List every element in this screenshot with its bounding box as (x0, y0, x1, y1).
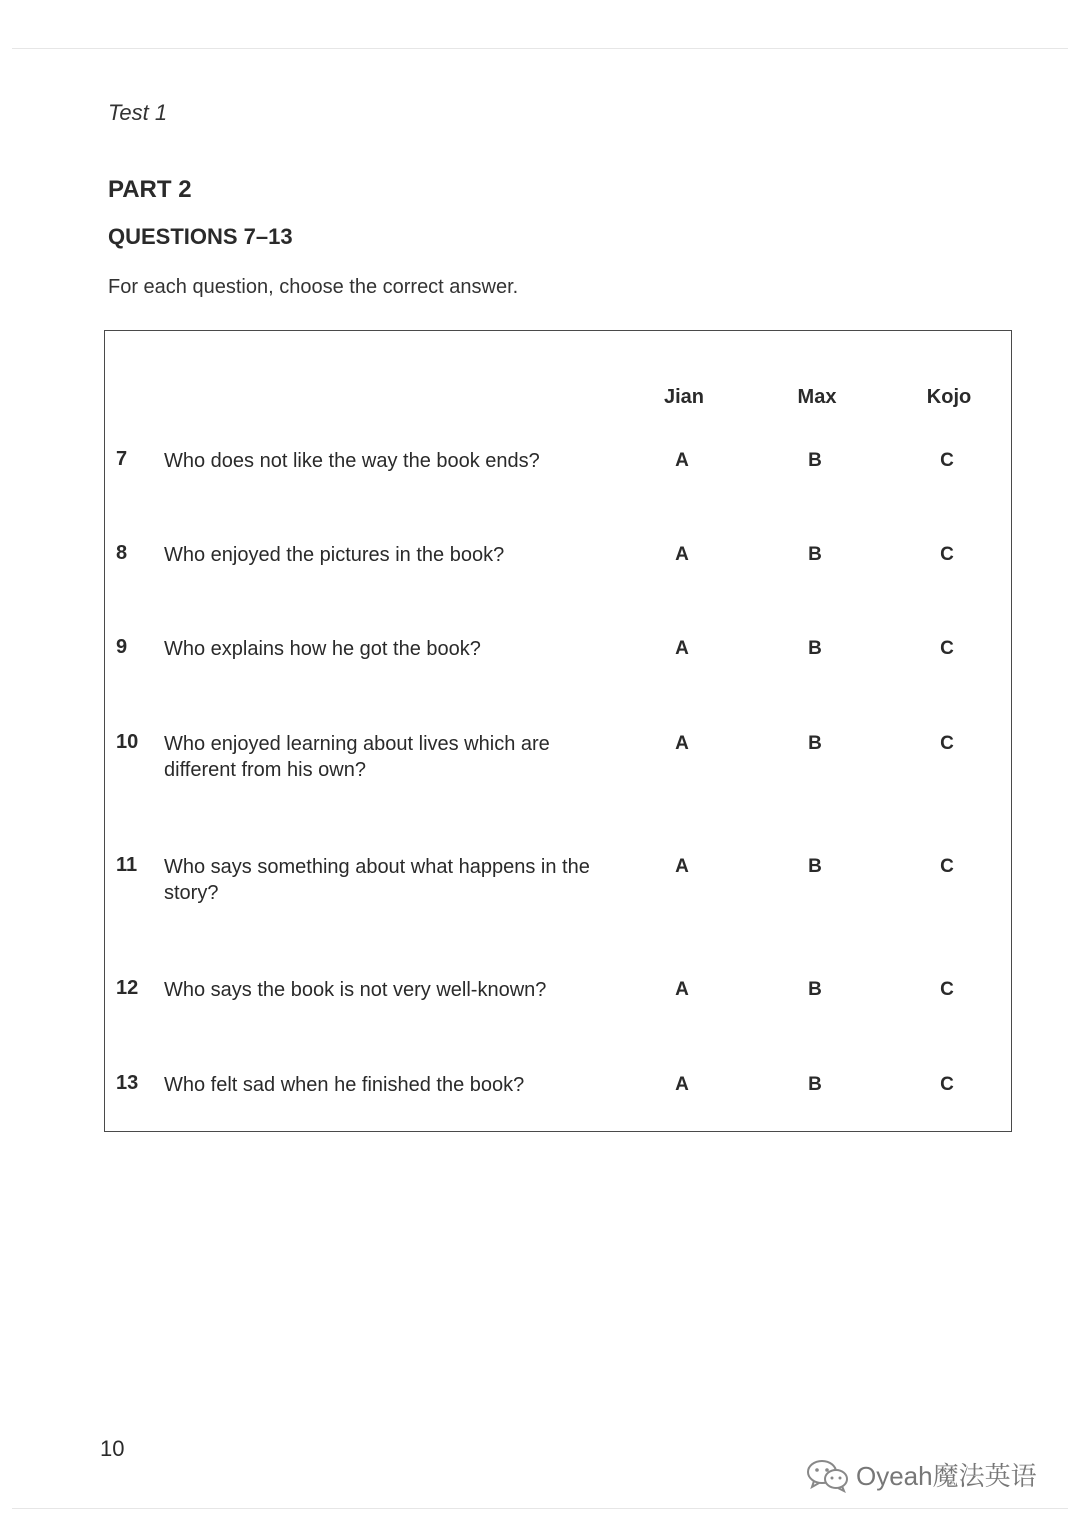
option-a[interactable]: A (675, 733, 689, 754)
question-number: 9 (116, 636, 128, 658)
option-b[interactable]: B (808, 450, 822, 471)
option-b[interactable]: B (808, 1074, 822, 1095)
option-c[interactable]: C (940, 979, 954, 1000)
column-header-kojo: Kojo (926, 386, 972, 408)
option-a[interactable]: A (675, 544, 689, 565)
option-b[interactable]: B (808, 733, 822, 754)
page-number: 10 (100, 1436, 125, 1461)
column-header-jian: Jian (663, 386, 705, 408)
wechat-icon (806, 1457, 850, 1493)
question-number: 7 (116, 448, 128, 470)
option-c[interactable]: C (940, 450, 954, 471)
top-divider (12, 48, 1068, 49)
questions-range-heading: QUESTIONS 7–13 (108, 224, 293, 249)
option-a[interactable]: A (675, 450, 689, 471)
column-header-max: Max (797, 386, 837, 408)
option-c[interactable]: C (940, 638, 954, 659)
option-a[interactable]: A (675, 979, 689, 1000)
option-a[interactable]: A (675, 1074, 689, 1095)
question-text: Who says something about what happens in the story? (164, 856, 590, 904)
question-number: 8 (116, 542, 128, 564)
option-c[interactable]: C (940, 733, 954, 754)
part-title: PART 2 (108, 176, 192, 203)
question-number: 11 (116, 854, 138, 876)
question-text: Who felt sad when he finished the book? (164, 1074, 525, 1096)
option-c[interactable]: C (940, 1074, 954, 1095)
option-b[interactable]: B (808, 638, 822, 659)
question-text: Who does not like the way the book ends? (164, 450, 540, 472)
watermark (806, 1456, 1037, 1493)
question-text: Who says the book is not very well-known? (164, 979, 547, 1001)
instruction-text: For each question, choose the correct answer. (108, 276, 519, 298)
option-a[interactable]: A (675, 638, 689, 659)
question-text: Who enjoyed the pictures in the book? (164, 544, 505, 566)
question-number: 13 (116, 1072, 139, 1094)
option-c[interactable]: C (940, 856, 954, 877)
watermark-text: Oyeah魔法英语 (856, 1461, 1037, 1491)
option-b[interactable]: B (808, 979, 822, 1000)
option-b[interactable]: B (808, 544, 822, 565)
question-number: 10 (116, 731, 139, 753)
option-b[interactable]: B (808, 856, 822, 877)
option-a[interactable]: A (675, 856, 689, 877)
option-c[interactable]: C (940, 544, 954, 565)
bottom-divider (12, 1508, 1068, 1509)
question-text: Who enjoyed learning about lives which are different from his own? (164, 733, 550, 781)
question-number: 12 (116, 977, 139, 999)
question-text: Who explains how he got the book? (164, 638, 481, 660)
test-label: Test 1 (108, 100, 168, 125)
